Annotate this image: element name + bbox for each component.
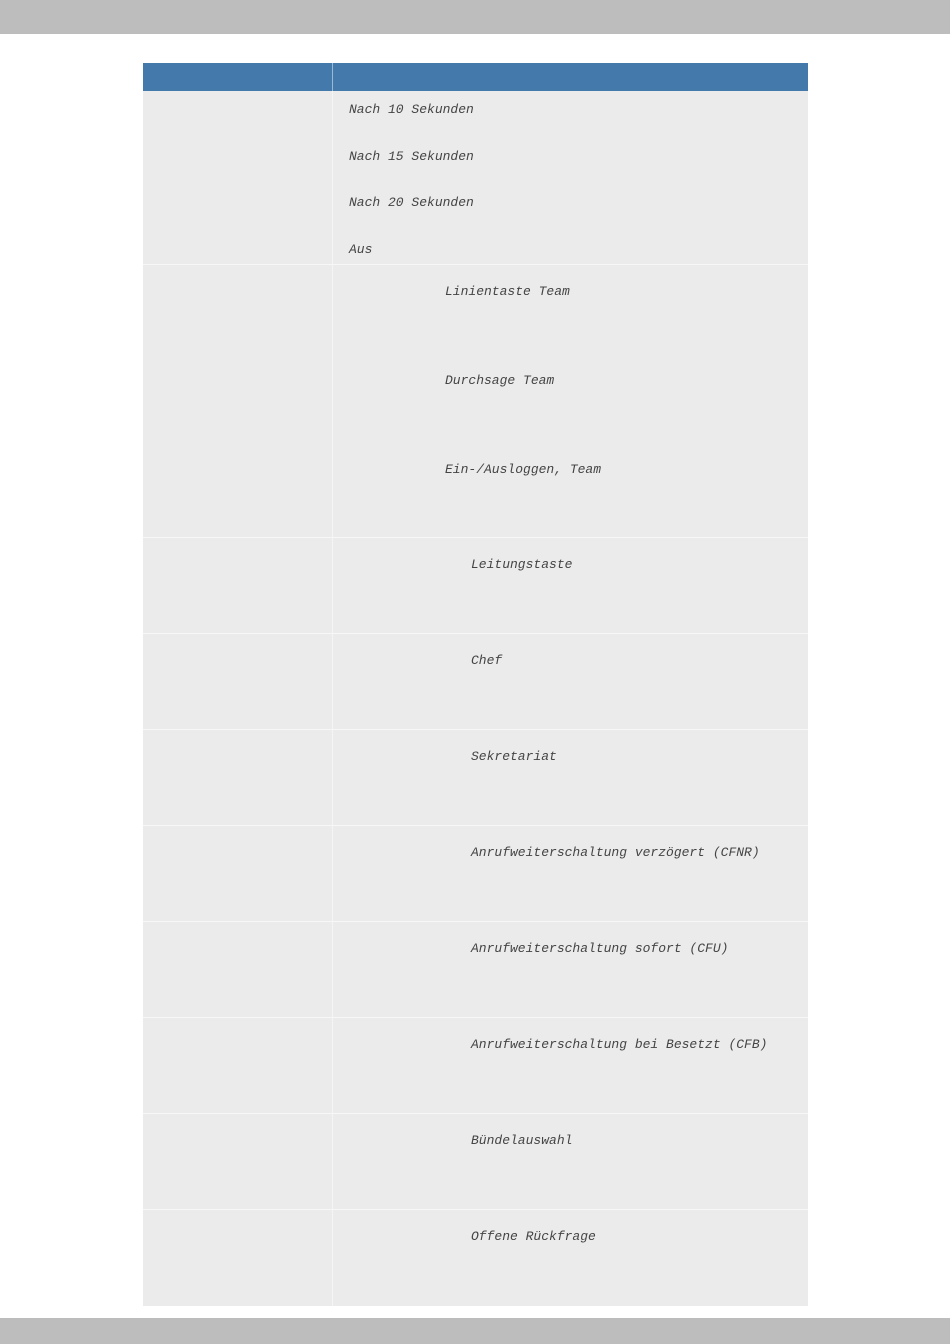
option-text: Anrufweiterschaltung bei Besetzt (CFB) [471, 1037, 768, 1052]
value-cell [333, 1210, 808, 1306]
header-cell-value [333, 63, 808, 91]
table-header [143, 63, 808, 91]
field-cell [143, 91, 333, 264]
field-cell [143, 1114, 333, 1209]
field-cell [143, 826, 333, 921]
table-row [143, 1114, 808, 1210]
field-cell [143, 730, 333, 825]
table-row [143, 91, 808, 265]
value-cell [333, 826, 808, 921]
value-cell [333, 1018, 808, 1113]
option-text: Linientaste Team [445, 284, 570, 299]
field-cell [143, 1210, 333, 1306]
option-text: Bündelauswahl [471, 1133, 573, 1148]
option-text: Sekretariat [471, 749, 557, 764]
parameter-table [143, 63, 808, 1306]
option-text: Nach 15 Sekunden [349, 149, 474, 164]
table-row [143, 1210, 808, 1306]
option-text: Aus [349, 242, 373, 257]
table-row [143, 634, 808, 730]
option-text: Chef [471, 653, 503, 668]
field-cell [143, 1018, 333, 1113]
table-row [143, 538, 808, 634]
field-cell [143, 538, 333, 633]
table-row [143, 826, 808, 922]
option-text: Nach 10 Sekunden [349, 102, 474, 117]
option-text: Anrufweiterschaltung verzögert (CFNR) [471, 845, 760, 860]
value-cell [333, 91, 808, 264]
value-cell [333, 265, 808, 537]
value-cell [333, 634, 808, 729]
table-row [143, 730, 808, 826]
option-text: Leitungstaste [471, 557, 573, 572]
bottom-bar [0, 1318, 950, 1344]
option-text: Offene Rückfrage [471, 1229, 596, 1244]
top-bar [0, 0, 950, 34]
table-row [143, 1018, 808, 1114]
option-text: Nach 20 Sekunden [349, 195, 474, 210]
option-text: Ein-/Ausloggen, Team [445, 462, 602, 477]
value-cell [333, 1114, 808, 1209]
header-cell-field [143, 63, 333, 91]
value-cell [333, 730, 808, 825]
field-cell [143, 265, 333, 537]
value-cell [333, 538, 808, 633]
table-row [143, 922, 808, 1018]
field-cell [143, 922, 333, 1017]
table-row [143, 265, 808, 538]
option-text: Durchsage Team [445, 373, 555, 388]
option-text: Anrufweiterschaltung sofort (CFU) [471, 941, 729, 956]
value-cell [333, 922, 808, 1017]
field-cell [143, 634, 333, 729]
